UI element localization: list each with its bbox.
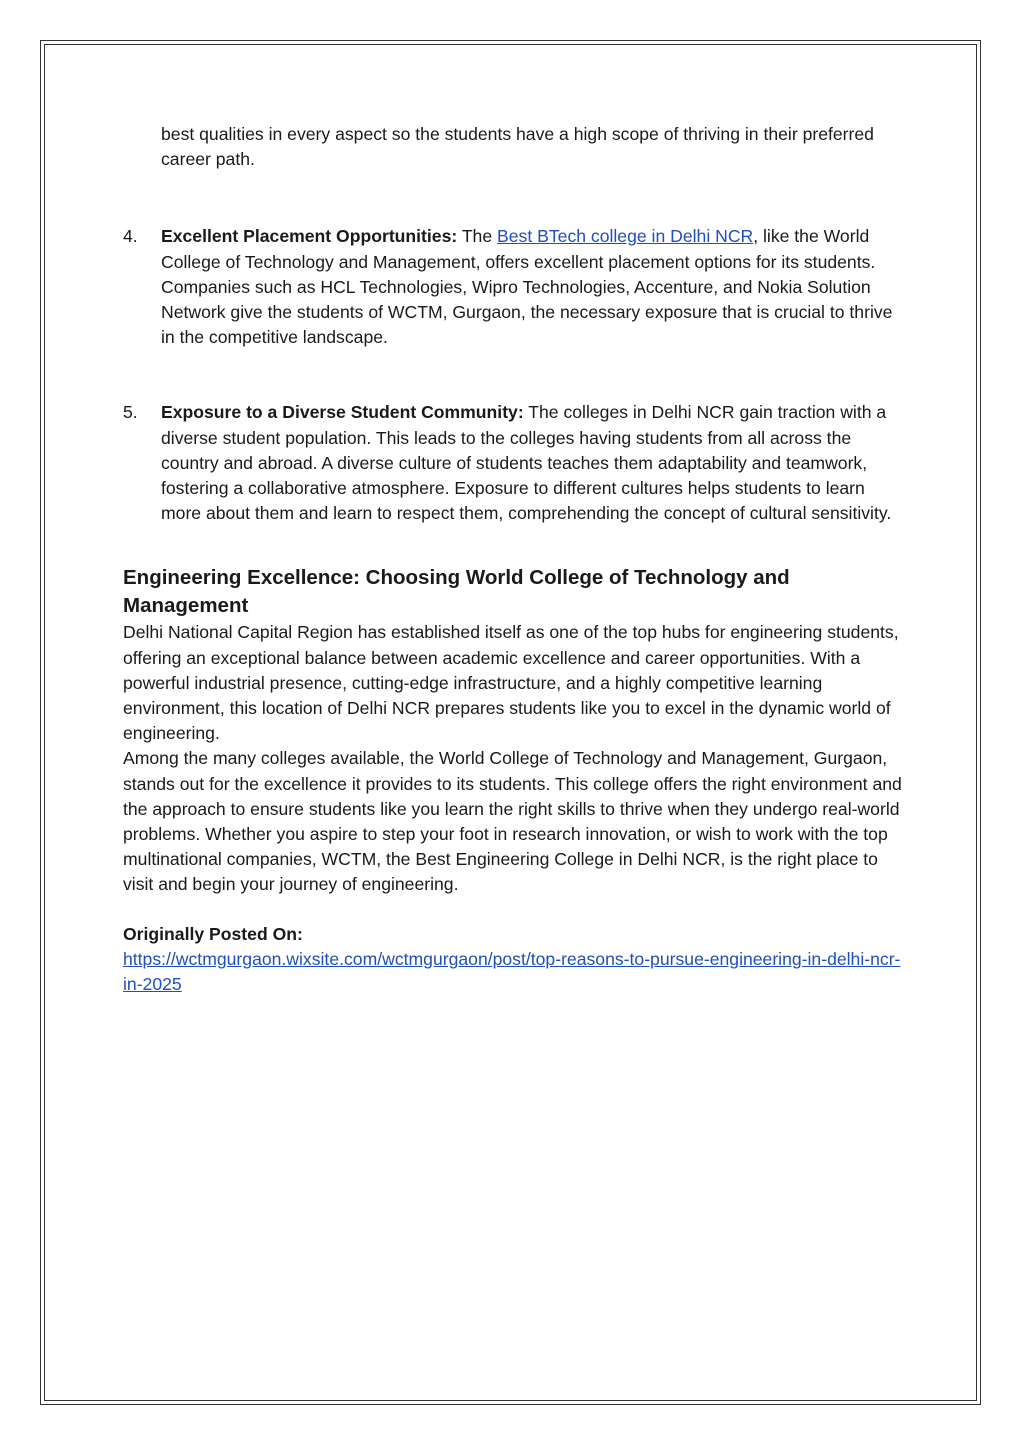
list-item-title: Excellent Placement Opportunities: xyxy=(161,226,458,247)
list-number: 5. xyxy=(123,402,138,423)
list-item-text: , like the World College of Technology and Management, offers excellent placement options for its students. Companies such as HCL Technologies, Wipro Technologies, Accenture, and Nokia Solution Network give the students of WCTM, Gurgaon, the necessary exposure that is crucial to thrive in the competitive landscape. xyxy=(161,226,893,348)
btech-college-link[interactable]: Best BTech college in Delhi NCR xyxy=(497,226,754,247)
list-number: 4. xyxy=(123,226,138,247)
section-paragraph: Delhi National Capital Region has established itself as one of the top hubs for engineering students, offering an exceptional balance between academic excellence and career opportunities. With a powerful industrial presence, cutting-edge infrastructure, and a highly competitive learning environment, this location of Delhi NCR prepares students like you to excel in the dynamic world of engineering. xyxy=(123,622,899,744)
document-content xyxy=(123,122,903,997)
source-url-link[interactable]: https://wctmgurgaon.wixsite.com/wctmgurgaon/post/top-reasons-to-pursue-engineering-in-delhi-ncr-in-2025 xyxy=(123,948,901,995)
continuation-paragraph: best qualities in every aspect so the students have a high scope of thriving in their preferred career path. xyxy=(161,124,874,170)
list-item-placement xyxy=(123,224,903,350)
list-item-diversity xyxy=(123,400,903,526)
source-label: Originally Posted On: xyxy=(123,923,303,944)
section-heading: Engineering Excellence: Choosing World College of Technology and Management xyxy=(123,566,790,618)
list-item-text: The xyxy=(461,226,498,247)
list-item-title: Exposure to a Diverse Student Community: xyxy=(161,402,524,423)
section-paragraph: Among the many colleges available, the World College of Technology and Management, Gurgaon, stands out for the excellence it provides to its students. This college offers the right environment and the approach to ensure students like you learn the right skills to thrive when they undergo real-world problems. Whether you aspire to step your foot in research innovation, or wish to work with the top multinational companies, WCTM, the Best Engineering College in Delhi NCR, is the right place to visit and begin your journey of engineering. xyxy=(123,748,902,895)
list-item-text: The colleges in Delhi NCR gain traction with a diverse student population. This leads to the colleges having students from all across the country and abroad. A diverse culture of students teaches them adaptability and teamwork, fostering a collaborative atmosphere. Exposure to different cultures helps students to learn more about them and learn to respect them, comprehending the concept of cultural sensitivity. xyxy=(161,402,892,524)
